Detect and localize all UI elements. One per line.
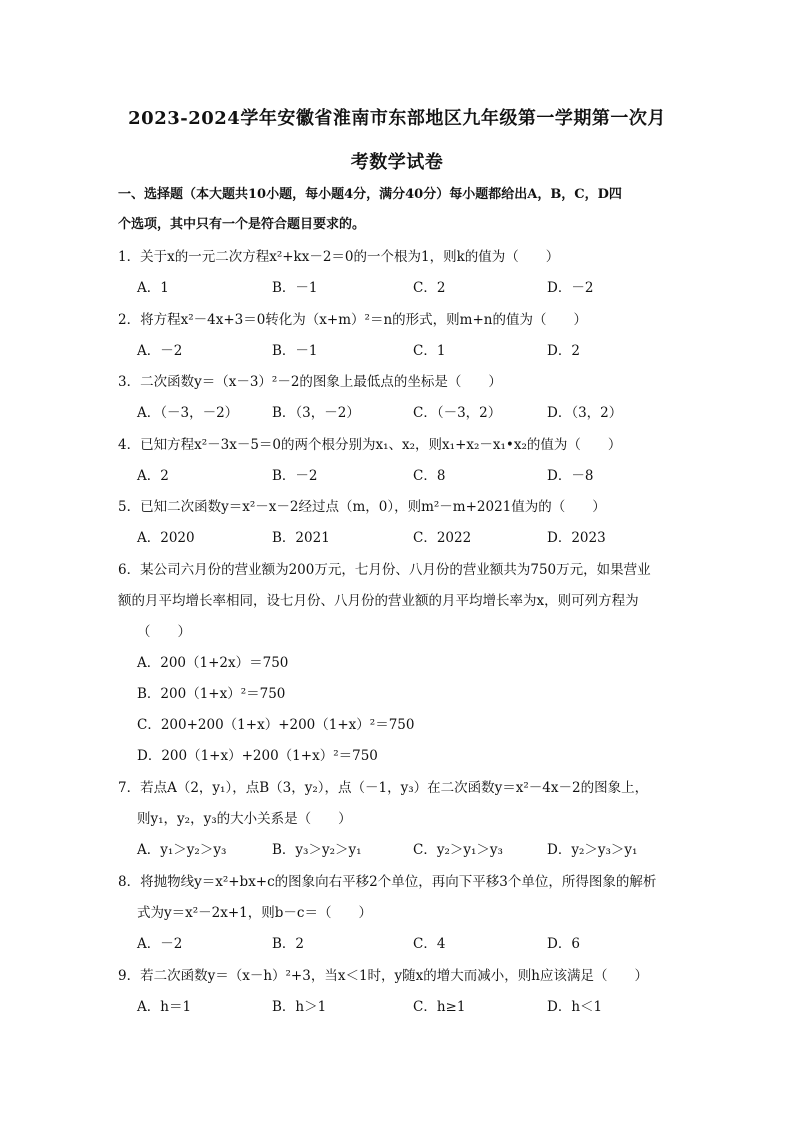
exam-title-line-2: 考数学试卷 xyxy=(350,152,444,173)
question-8-option-a: A．－2 xyxy=(137,936,183,952)
question-8-option-d: D．6 xyxy=(547,936,580,952)
question-9-option-a: A．h＝1 xyxy=(137,999,192,1015)
question-8-stem-line-2: 式为y＝x²－2x+1，则b－c＝（ ） xyxy=(137,905,372,921)
question-2-option-a: A．－2 xyxy=(137,343,183,359)
question-8-stem-line-1: 8．将抛物线y＝x²+bx+c的图象向右平移2个单位，再向下平移3个单位，所得图象的解析 xyxy=(118,874,657,890)
question-1-option-d: D．－2 xyxy=(547,280,594,296)
question-6-stem-line-3: （ ） xyxy=(137,624,191,640)
question-9-option-d: D．h＜1 xyxy=(547,999,603,1015)
question-6-option-b: B．200（1+x）²＝750 xyxy=(137,686,286,702)
question-5-option-a: A．2020 xyxy=(137,530,195,546)
question-3-option-d: D．（3，2） xyxy=(547,405,623,421)
question-9-stem: 9．若二次函数y＝（x－h）²+3，当x＜1时，y随x的增大而减小，则h应该满足（ ） xyxy=(118,968,648,984)
question-9-option-b: B．h＞1 xyxy=(272,999,327,1015)
question-4-option-d: D．－8 xyxy=(547,468,594,484)
question-5-option-b: B．2021 xyxy=(272,530,330,546)
question-7-option-b: B．y₃＞y₂＞y₁ xyxy=(272,842,362,858)
question-1-option-c: C．2 xyxy=(413,280,446,296)
question-3-option-c: C．（－3，2） xyxy=(413,405,502,421)
question-1-option-a: A．1 xyxy=(137,280,169,296)
question-3-stem: 3．二次函数y＝（x－3）²－2的图象上最低点的坐标是（ ） xyxy=(118,374,502,390)
section-heading-line-1: 一、选择题（本大题共10小题，每小题4分，满分40分）每小题都给出A，B，C，D四 xyxy=(118,187,622,202)
question-7-option-d: D．y₂＞y₃＞y₁ xyxy=(547,842,638,858)
question-4-option-b: B．－2 xyxy=(272,468,318,484)
question-4-option-c: C．8 xyxy=(413,468,446,484)
question-6-option-c: C．200+200（1+x）+200（1+x）²＝750 xyxy=(137,717,415,733)
question-6-stem-line-1: 6．某公司六月份的营业额为200万元，七月份、八月份的营业额共为750万元，如果营业 xyxy=(118,562,651,578)
question-2-option-d: D．2 xyxy=(547,343,580,359)
exam-title-line-1: 2023-2024学年安徽省淮南市东部地区九年级第一学期第一次月 xyxy=(128,108,666,129)
question-7-option-c: C．y₂＞y₁＞y₃ xyxy=(413,842,503,858)
question-7-stem-line-1: 7．若点A（2，y₁），点B（3，y₂），点（－1，y₃）在二次函数y＝x²－4x－2的图象上， xyxy=(118,780,649,796)
question-5-option-d: D．2023 xyxy=(547,530,606,546)
question-8-option-b: B．2 xyxy=(272,936,305,952)
question-2-option-c: C．1 xyxy=(413,343,446,359)
section-heading-line-2: 个选项，其中只有一个是符合题目要求的。 xyxy=(118,217,366,232)
question-6-stem-line-2: 额的月平均增长率相同，设七月份、八月份的营业额的月平均增长率为x，则可列方程为 xyxy=(118,593,639,609)
question-3-option-b: B．（3，－2） xyxy=(272,405,360,421)
question-8-option-c: C．4 xyxy=(413,936,446,952)
question-2-option-b: B．－1 xyxy=(272,343,318,359)
question-5-stem: 5．已知二次函数y＝x²－x－2经过点（m，0），则m²－m+2021值为的（ ） xyxy=(118,499,606,515)
question-2-stem: 2．将方程x²－4x+3＝0转化为（x+m）²＝n的形式，则m+n的值为（ ） xyxy=(118,312,587,328)
question-1-stem: 1．关于x的一元二次方程x²+kx－2＝0的一个根为1，则k的值为（ ） xyxy=(118,249,560,265)
question-4-option-a: A．2 xyxy=(137,468,169,484)
question-9-option-c: C．h≥1 xyxy=(413,999,466,1015)
question-6-option-d: D．200（1+x）+200（1+x）²＝750 xyxy=(137,748,378,764)
question-6-option-a: A．200（1+2x）＝750 xyxy=(137,655,289,671)
question-7-stem-line-2: 则y₁，y₂，y₃的大小关系是（ ） xyxy=(137,811,352,827)
question-3-option-a: A．（－3，－2） xyxy=(137,405,239,421)
question-5-option-c: C．2022 xyxy=(413,530,472,546)
question-1-option-b: B．－1 xyxy=(272,280,318,296)
question-4-stem: 4．已知方程x²－3x－5＝0的两个根分别为x₁、x₂，则x₁+x₂－x₁•x₂的值为（ ） xyxy=(118,437,622,453)
question-7-option-a: A．y₁＞y₂＞y₃ xyxy=(137,842,227,858)
